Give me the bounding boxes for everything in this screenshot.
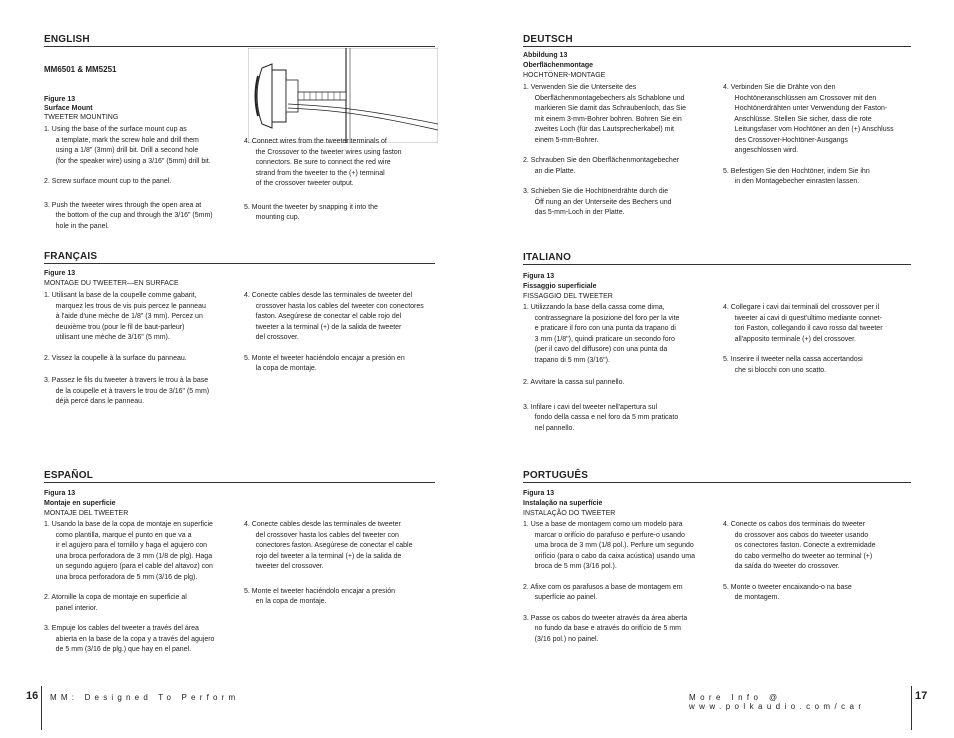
step-1: 1. Utilizzando la base della cassa come dima, contrassegnare la posizione del foro per la vite e praticare il foro con una punta da trapano di 3 mm (1/8"), quindi praticare un secondo foro (per il cavo del diffusore) con una punta da trapano di 5 mm (3/16"). <box>523 304 680 364</box>
step-3: 3. Passez le fils du tweeter à travers le trou à la base de la coupelle et à travers le trou de 3/16" (5 mm) déjà percé dans le panneau. <box>44 377 210 405</box>
section-heading-portugues: PORTUGUÊS <box>523 470 589 481</box>
steps-column <box>244 520 439 618</box>
section-heading-deutsch: DEUTSCH <box>523 34 573 45</box>
figure-subtitle: Instalação na superfície <box>523 500 603 507</box>
section-rule <box>523 46 911 47</box>
footer-divider <box>41 686 42 730</box>
figure-caps-title: FISSAGGIO DEL TWEETER <box>523 293 613 300</box>
figure-label: Figura 13 <box>523 273 555 280</box>
figure-subtitle: Surface Mount <box>44 105 93 112</box>
step-4: 4. Connect wires from the tweeter terminals of the Crossover to the tweeter wires using faston connectors. Be sure to connect the red wire strand from the tweeter to the (+) terminal of the crossover tweeter output. <box>244 138 402 187</box>
step-4: 4. Conecte cables desde las terminales de tweeter del crossover hasta los cables del tweeter con conectores faston. Asegúrese de conectar el cable rojo del tweeter a la terminal (+) de la salida de tweeter del crossover. <box>244 292 424 341</box>
step-4: 4. Collegare i cavi dai terminali del crossover per il tweeter ai cavi di quest'ultimo mediante connet- tori Faston, collegando il cavo rosso dal tweeter all'apposito terminale (+) del crossover. <box>723 304 883 343</box>
section-heading-espanol: ESPAÑOL <box>44 470 93 481</box>
step-2: 2. Atornille la copa de montaje en superficie al panel interior. <box>44 594 187 612</box>
section-heading-italiano: ITALIANO <box>523 252 572 263</box>
footer-divider <box>911 686 912 730</box>
figure-caps-title: HOCHTÖNER-MONTAGE <box>523 72 606 79</box>
step-1: 1. Using the base of the surface mount cup as a template, mark the screw hole and drill them using a 1/8" (3mm) drill bit. Drill a second hole (for the speaker wire) using a 3/16" (5mm) drill bit. <box>44 126 211 165</box>
step-5: 5. Monte o tweeter encaixando-o na base de montagem. <box>723 583 852 601</box>
steps-column <box>244 291 439 385</box>
figure-caps-title: TWEETER MOUNTING <box>44 114 119 121</box>
section-rule <box>523 264 911 265</box>
steps-column <box>44 125 239 242</box>
figure-caps-title: MONTAGE DU TWEETER—EN SURFACE <box>44 280 179 287</box>
footer-website: More Info @ www.polkaudio.com/car <box>689 693 866 711</box>
section-rule <box>44 46 435 47</box>
tweeter-mount-illustration <box>248 48 438 143</box>
step-4: 4. Conecte cables desde las terminales de tweeter del crossover hasta los cables del tweeter con conectores faston. Asegúrese de conectar el cable rojo del tweeter a la terminal (+) de la salida de tweeter del crossover. <box>244 521 413 570</box>
step-1: 1. Usando la base de la copa de montaje en superficie como plantilla, marque el punto en que va a ir el agujero para el tornillo y haga el agujero con una broca perforadora de 3 mm (1/8 de plg). Haga un segundo agujero (para el cable del altavoz) con una broca perforadora de 5 mm (3/16 de plg). <box>44 521 213 581</box>
steps-column <box>723 520 918 614</box>
steps-column <box>523 303 723 444</box>
steps-column <box>44 520 244 666</box>
section-heading-francais: FRANÇAIS <box>44 251 98 262</box>
section-rule <box>44 263 435 264</box>
steps-column <box>523 83 718 229</box>
figure-label: Abbildung 13 <box>523 52 568 59</box>
step-2: 2. Schrauben Sie den Oberflächenmontagebecher an die Platte. <box>523 157 680 175</box>
step-2: 2. Vissez la coupelle à la surface du panneau. <box>44 354 187 362</box>
step-4: 4. Verbinden Sie die Drähte von den Hochtöneranschlüssen am Crossover mit den Hochtönerdrähten unter Verwendung der Faston- Anschlüsse. Stellen Sie sicher, dass die rote Leitungsfaser vom Hochtöner an den (+) Anschluss des Crossover-Hochtöner-Ausgangs angeschlossen wird. <box>723 84 894 154</box>
figure-label: Figure 13 <box>44 270 76 277</box>
step-2: 2. Screw surface mount cup to the panel. <box>44 178 172 185</box>
step-3: 3. Schieben Sie die Hochtönerdrähte durch die Öff nung an der Unterseite des Bechers und das 5-mm-Loch in der Platte. <box>523 188 672 216</box>
steps-column <box>723 303 918 386</box>
step-3: 3. Passe os cabos do tweeter através da área aberta no fundo da base e através do orifício de 5 mm (3/16 pol.) no painel. <box>523 614 688 643</box>
section-rule <box>44 482 435 483</box>
step-5: 5. Inserire il tweeter nella cassa accertandosi che si blocchi con uno scatto. <box>723 356 863 374</box>
page-number: 17 <box>915 690 928 702</box>
step-2: 2. Afixe com os parafusos a base de montagem em superfície ao painel. <box>523 583 683 601</box>
footer-tagline: MM: Designed To Perform <box>50 693 240 702</box>
step-5: 5. Befestigen Sie den Hochtöner, indem Sie ihn in den Montagebecher einrasten lassen. <box>723 167 870 185</box>
figure-label: Figure 13 <box>44 96 76 103</box>
figure-caps-title: MONTAJE DEL TWEETER <box>44 510 129 517</box>
step-2: 2. Avvitare la cassa sul pannello. <box>523 379 625 386</box>
steps-column <box>44 291 239 418</box>
figure-subtitle: Fissaggio superficiale <box>523 283 597 290</box>
step-3: 3. Infilare i cavi del tweeter nell'apertura sul fondo della cassa e nel foro da 5 mm praticato nel pannello. <box>523 403 679 432</box>
step-5: 5. Monte el tweeter haciéndolo encajar a presión en la copa de montaje. <box>244 354 405 372</box>
step-3: 3. Empuje los cables del tweeter a través del área abierta en la base de la copa y a través del agujero de 5 mm (3/16 de plg.) que hay en el panel. <box>44 625 215 653</box>
step-1: 1. Verwenden Sie die Unterseite des Oberflächenmontagebechers als Schablone und markieren Sie damit das Schraubenloch, das Sie mit einem 3-mm-Bohrer bohren. Bohren Sie ein zweites Loch (für das Lautsprecherkabel) mit einem 5-mm-Bohrer. <box>523 84 687 144</box>
step-5: 5. Monte el tweeter haciéndolo encajar a presión en la copa de montaje. <box>244 587 395 605</box>
step-1: 1. Utilisant la base de la coupelle comme gabarit, marquez les trous de vis puis percez le panneau à l'aide d'une mèche de 1/8" (3 mm). Percez un deuxième trou (pour le fil de baut-parleur) utilisant une mèche de 3/16" (5 mm). <box>44 292 206 341</box>
figure-label: Figura 13 <box>44 490 76 497</box>
steps-column <box>723 83 918 198</box>
figure-subtitle: Oberflächenmontage <box>523 62 594 69</box>
step-3: 3. Push the tweeter wires through the open area at the bottom of the cup and through the 3/16" (5mm) hole in the panel. <box>44 201 213 230</box>
steps-column <box>523 520 723 655</box>
step-5: 5. Mount the tweeter by snapping it into the mounting cup. <box>244 203 378 221</box>
section-rule <box>523 482 911 483</box>
page-number: 16 <box>26 690 39 702</box>
figure-caps-title: INSTALAÇÃO DO TWEETER <box>523 510 616 517</box>
section-heading-english: ENGLISH <box>44 34 90 45</box>
figure-subtitle: Montaje en superficie <box>44 500 116 507</box>
steps-column <box>244 137 434 234</box>
step-1: 1. Use a base de montagem como um modelo para marcar o orifício do parafuso e perfure-o usando uma broca de 3 mm (1/8 pol.). Perfure um segundo orifício (para o cabo da caixa acústica) usando uma broca de 5 mm (3/16 pol.). <box>523 521 695 570</box>
model-number: MM6501 & MM5251 <box>44 65 117 74</box>
figure-label: Figura 13 <box>523 490 555 497</box>
step-4: 4. Conecte os cabos dos terminais do tweeter do crossover aos cabos do tweeter usando os conectores faston. Conecte a extremidade do cabo vermelho do tweeter ao terminal (+) da saída do tweeter do crossover. <box>723 521 876 570</box>
